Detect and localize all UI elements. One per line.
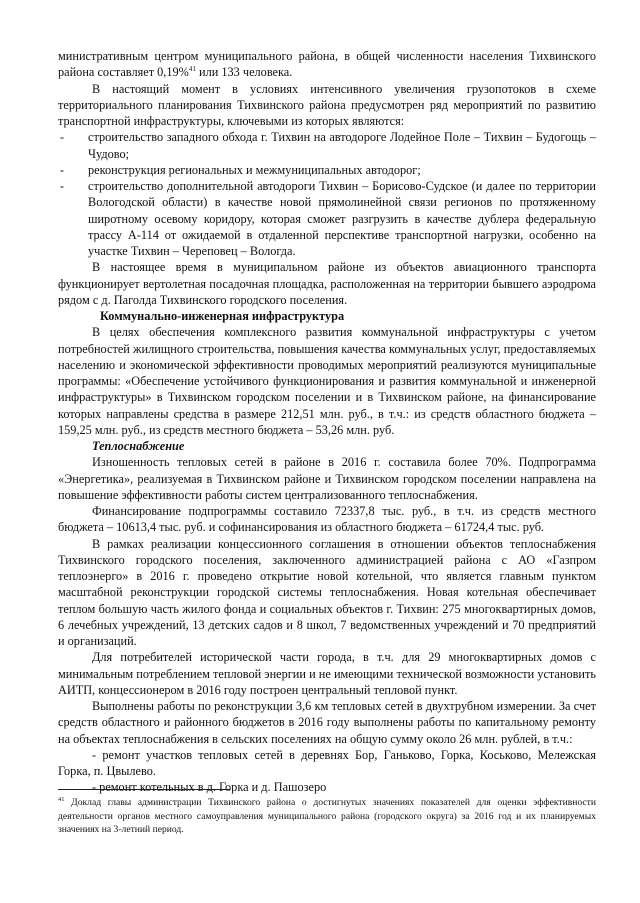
list-item: - строительство западного обхода г. Тихвин на автодороге Лодейное Поле – Тихвин – Будогощь – Чудово; xyxy=(60,130,596,161)
paragraph-utilities: В целях обеспечения комплексного развития коммунальной инфраструктуры с учетом потребностей жилищного строительства, повышения качества коммунальных услуг, предоставляемых населению и экономической эффективности проводимых мероприятий реализуются муниципальные программы: «Обеспечение устойчивого функционирования и развития коммунальной и инженерной инфраструктуры» в Тихвинском городском поселении и в Тихвинском районе, на финансирование которых направлены средства в размере 212,51 млн. руб., в т.ч.: из средств областного бюджета – 159,25 млн. руб., из средств местного бюджета – 53,26 млн. руб. xyxy=(58,325,596,437)
footnote-ref[interactable]: 41 xyxy=(188,65,196,74)
paragraph-aviation: В настоящее время в муниципальном районе из объектов авиационного транспорта функционирует вертолетная посадочная площадка, расположенная на территории бывшего аэродрома рядом с д. Паголда Тихвинского городского поселения. xyxy=(58,260,596,307)
bullet-marker: - xyxy=(60,162,65,177)
list-item: - строительство дополнительной автодороги Тихвин – Борисово-Судское (и далее по территории Вологодской области) в качестве новой прямолинейной связи регионов по протяженному широтному осевому коридору, которая сможет разгрузить в качестве дублера федеральную трассу А-114 от ожидаемой в отдаленной перспективе транспортной нагрузки, особенно на участке Тихвин – Череповец – Вологда. xyxy=(60,179,596,258)
footnote xyxy=(58,796,596,837)
section-heading-utilities: Коммунально-инженерная инфраструктура xyxy=(100,309,345,323)
footnote-number: 41 xyxy=(58,795,65,803)
paragraph-historic-center: Для потребителей исторической части города, в т.ч. для 29 многоквартирных домов с минимальным потреблением тепловой энергии и не имеющими технической возможности установить АИТП, концессионером в 2016 году построен центральный тепловой пункт. xyxy=(58,650,596,697)
transport-measures-list xyxy=(58,129,596,259)
paragraph-reconstruction: Выполнены работы по реконструкции 3,6 км тепловых сетей в двухтрубном измерении. За счет средств областного и районного бюджетов в 2016 году выполнены работы по капитальному ремонту на объектах теплоснабжения в сельских поселениях на общую сумму около 26 млн. рублей, в т.ч.: xyxy=(58,699,596,746)
bullet-marker: - xyxy=(60,179,65,193)
list-item: - ремонт котельных в д. Горка и д. Пашозеро xyxy=(92,780,327,795)
paragraph-heat-wear: Изношенность тепловых сетей в районе в 2016 г. составила более 70%. Подпрограмма «Энергетика», реализуемая в Тихвинском районе и Тихвинском городском поселении направлена на повышение эффективности работы систем централизованного теплоснабжения. xyxy=(58,455,596,502)
paragraph-concession: В рамках реализации концессионного соглашения в отношении объектов теплоснабжения Тихвинского городского поселения, заключенного администрацией района с АО «Газпром теплоэнерго» в 2016 г. проведено открытие новой котельной, что является главным пунктом масштабной реконструкции городской системы теплоснабжения. Новая котельная обеспечивает теплом большую часть жилого фонда и социальных объектов г. Тихвин: 275 многоквартирных домов, 6 лечебных учреждений, 13 детских садов и 8 школ, 7 ведомственных учреждений и 70 предприятий и организаций. xyxy=(58,536,596,648)
paragraph-transport-intro: В настоящий момент в условиях интенсивного увеличения грузопотоков в схеме территориального планирования Тихвинского района предусмотрен ряд мероприятий по развитию транспортной инфраструктуры, ключевыми из которых являются: xyxy=(58,81,596,128)
paragraph-financing: Финансирование подпрограммы составило 72337,8 тыс. руб., в т.ч. из средств местного бюджета – 10613,4 тыс. руб. и софинансирования из областного бюджета – 61724,4 тыс. руб. xyxy=(58,504,596,535)
list-item: - реконструкция региональных и межмуниципальных автодорог; xyxy=(60,162,421,177)
bullet-marker: - xyxy=(60,130,65,145)
paragraph-population: министративным центром муниципального района, в общей численности населения Тихвинского района составляет 0,19%$^{41}$ или 133 человека. xyxy=(58,49,596,80)
section-heading-heat-supply: Теплоснабжение xyxy=(92,439,185,453)
list-item: - ремонт участков тепловых сетей в деревнях Бор, Ганьково, Горка, Коськово, Мележская Горка, п. Цвылево. xyxy=(58,747,596,778)
footnote-text: Доклад главы администрации Тихвинского района о достигнутых значениях показателей для оценки эффективности деятельности органов местного самоуправления муниципального района (городского округа) за 2016 год и их планируемых значениях на 3-летний период. xyxy=(58,797,596,836)
footnote-divider xyxy=(58,789,230,790)
